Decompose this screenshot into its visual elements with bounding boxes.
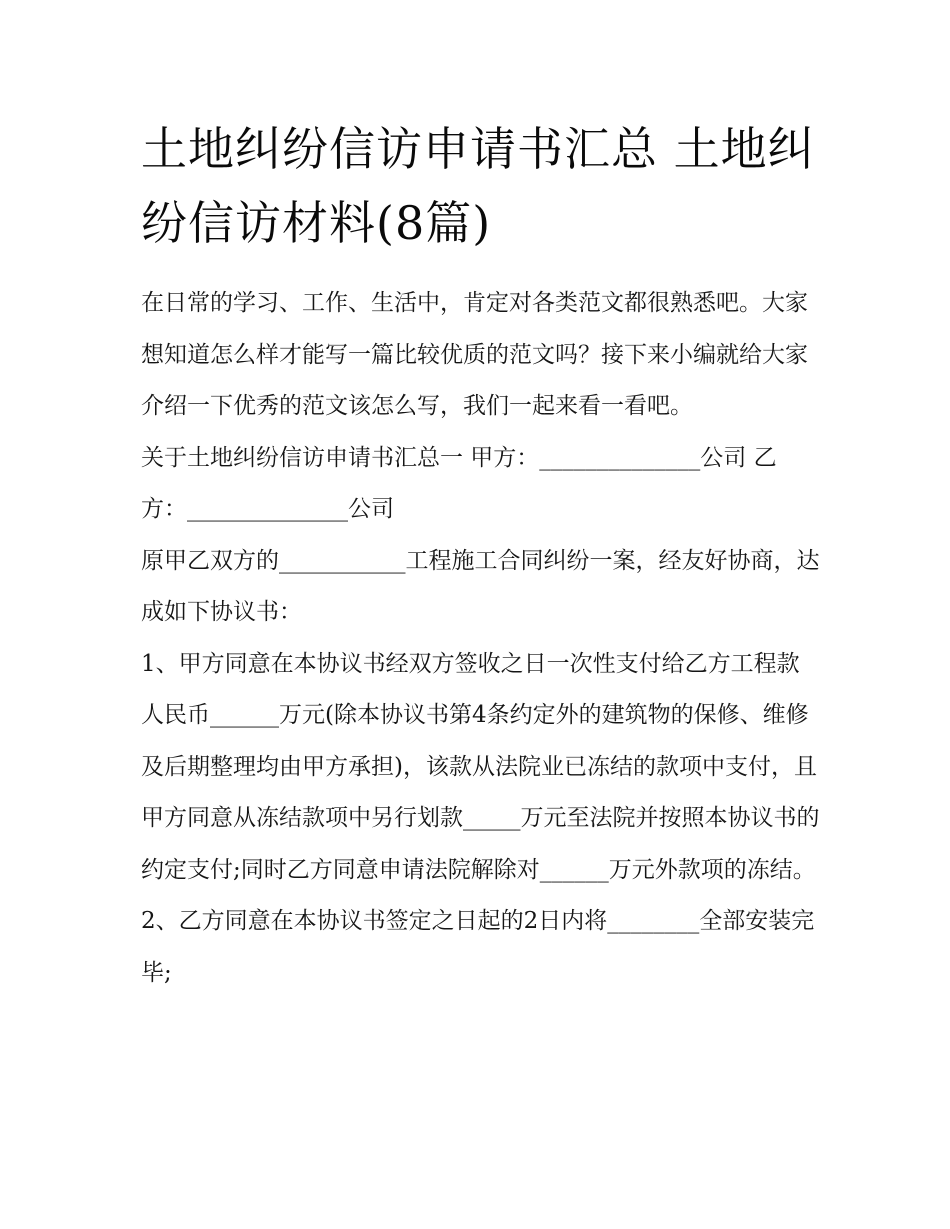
intro-paragraph: 在日常的学习、工作、生活中，肯定对各类范文都很熟悉吧。大家想知道怎么样才能写一篇比较优质的范文吗？接下来小编就给大家介绍一下优秀的范文该怎么写，我们一起来看一看吧。 <box>141 290 808 419</box>
document-page <box>141 112 821 999</box>
clause-2-paragraph: 2、乙方同意在本协议书签定之日起的2日内将________全部安装完毕; <box>141 908 815 986</box>
clause-1-paragraph: 1、甲方同意在本协议书经双方签收之日一次性支付给乙方工程款人民币______万元(除本协议书第4条约定外的建筑物的保修、维修及后期整理均由甲方承担)，该款从法院业已冻结的款项中支付，且甲方同意从冻结款项中另行划款_____万元至法院并按照本协议书的约定支付;同时乙方同意申请法院解除对______万元外款项的冻结。 <box>141 650 820 883</box>
parties-paragraph: 关于土地纠纷信访申请书汇总一 甲方：______________公司 乙方：______________公司 <box>141 444 777 522</box>
document-body <box>141 278 821 999</box>
document-title: 土地纠纷信访申请书汇总 土地纠纷信访材料(8篇) <box>141 122 815 250</box>
preamble-paragraph: 原甲乙双方的___________工程施工合同纠纷一案，经友好协商，达成如下协议书： <box>141 547 820 625</box>
